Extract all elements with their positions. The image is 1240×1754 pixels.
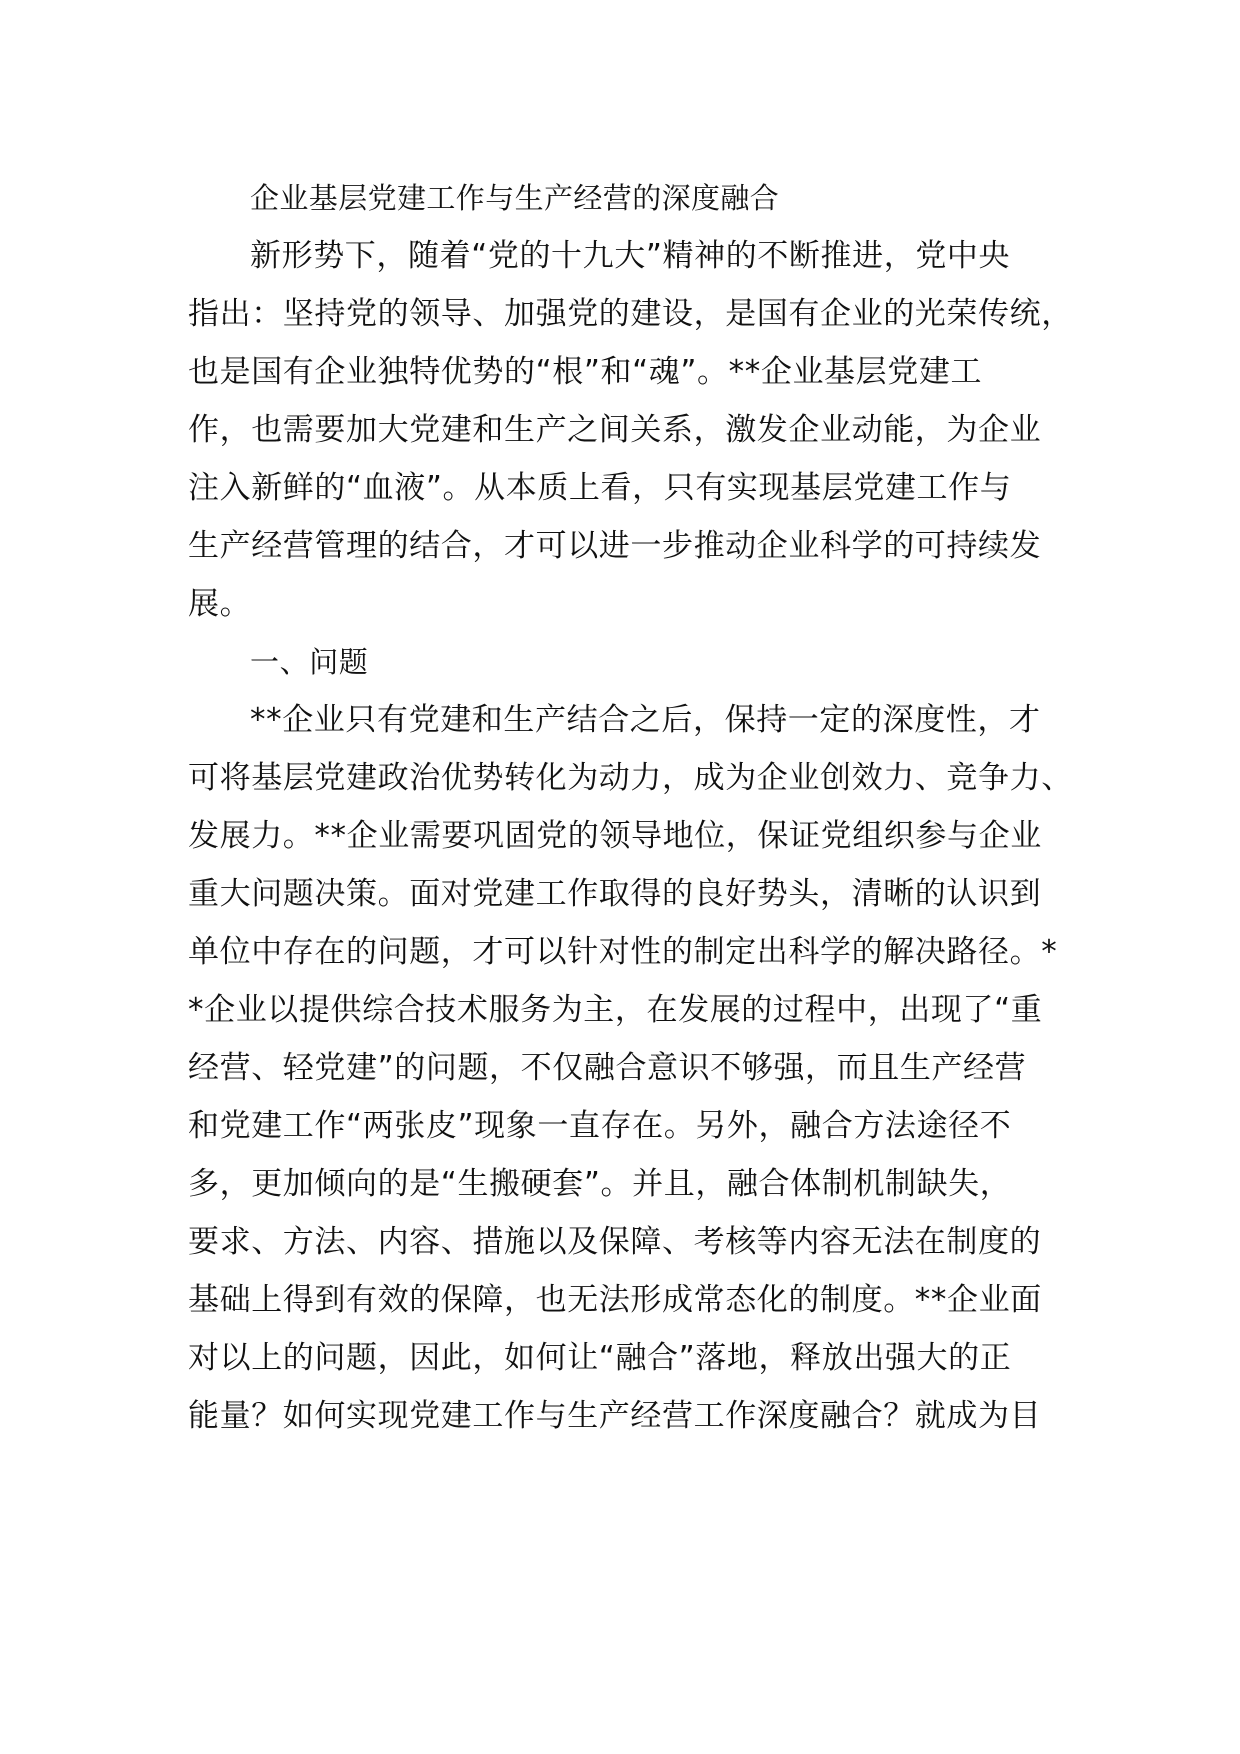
paragraph-2-line-6: *企业以提供综合技术服务为主，在发展的过程中，出现了“重 [188, 992, 1043, 1028]
paragraph-2-line-10: 要求、方法、内容、措施以及保障、考核等内容无法在制度的 [188, 1224, 1042, 1260]
paragraph-2-line-9: 多，更加倾向的是“生搬硬套”。并且，融合体制机制缺失， [188, 1166, 1012, 1202]
paragraph-2-line-3: 发展力。**企业需要巩固党的领导地位，保证党组织参与企业 [188, 818, 1042, 854]
paragraph-2-line-7: 经营、轻党建”的问题，不仅融合意识不够强，而且生产经营 [188, 1050, 1027, 1086]
paragraph-1-line-3: 也是国有企业独特优势的“根”和“魂”。**企业基层党建工 [188, 354, 983, 390]
paragraph-2-line-1: **企业只有党建和生产结合之后，保持一定的深度性，才 [250, 702, 1041, 738]
section-1-heading: 一、问题 [250, 645, 369, 679]
paragraph-2-line-11: 基础上得到有效的保障，也无法形成常态化的制度。**企业面 [188, 1282, 1042, 1318]
paragraph-2-line-12: 对以上的问题，因此，如何让“融合”落地，释放出强大的正 [188, 1340, 1012, 1376]
document-title: 企业基层党建工作与生产经营的深度融合 [250, 181, 780, 215]
paragraph-2-line-2: 可将基层党建政治优势转化为动力，成为企业创效力、竞争力、 [188, 760, 1073, 796]
paragraph-1-line-2: 指出：坚持党的领导、加强党的建设，是国有企业的光荣传统， [188, 296, 1073, 332]
paragraph-1-line-5: 注入新鲜的“血液”。从本质上看，只有实现基层党建工作与 [188, 470, 1012, 506]
paragraph-2-line-5: 单位中存在的问题，才可以针对性的制定出科学的解决路径。* [188, 934, 1058, 970]
paragraph-2-line-8: 和党建工作“两张皮”现象一直存在。另外，融合方法途径不 [188, 1108, 1012, 1144]
paragraph-1-line-1: 新形势下，随着“党的十九大”精神的不断推进，党中央 [250, 238, 1011, 274]
paragraph-2-line-13: 能量？如何实现党建工作与生产经营工作深度融合？就成为目 [188, 1398, 1042, 1434]
paragraph-1-line-7: 展。 [188, 586, 252, 622]
paragraph-1-line-6: 生产经营管理的结合，才可以进一步推动企业科学的可持续发 [188, 528, 1042, 564]
paragraph-2-line-4: 重大问题决策。面对党建工作取得的良好势头，清晰的认识到 [188, 876, 1042, 912]
paragraph-1-line-4: 作，也需要加大党建和生产之间关系，激发企业动能，为企业 [188, 412, 1042, 448]
